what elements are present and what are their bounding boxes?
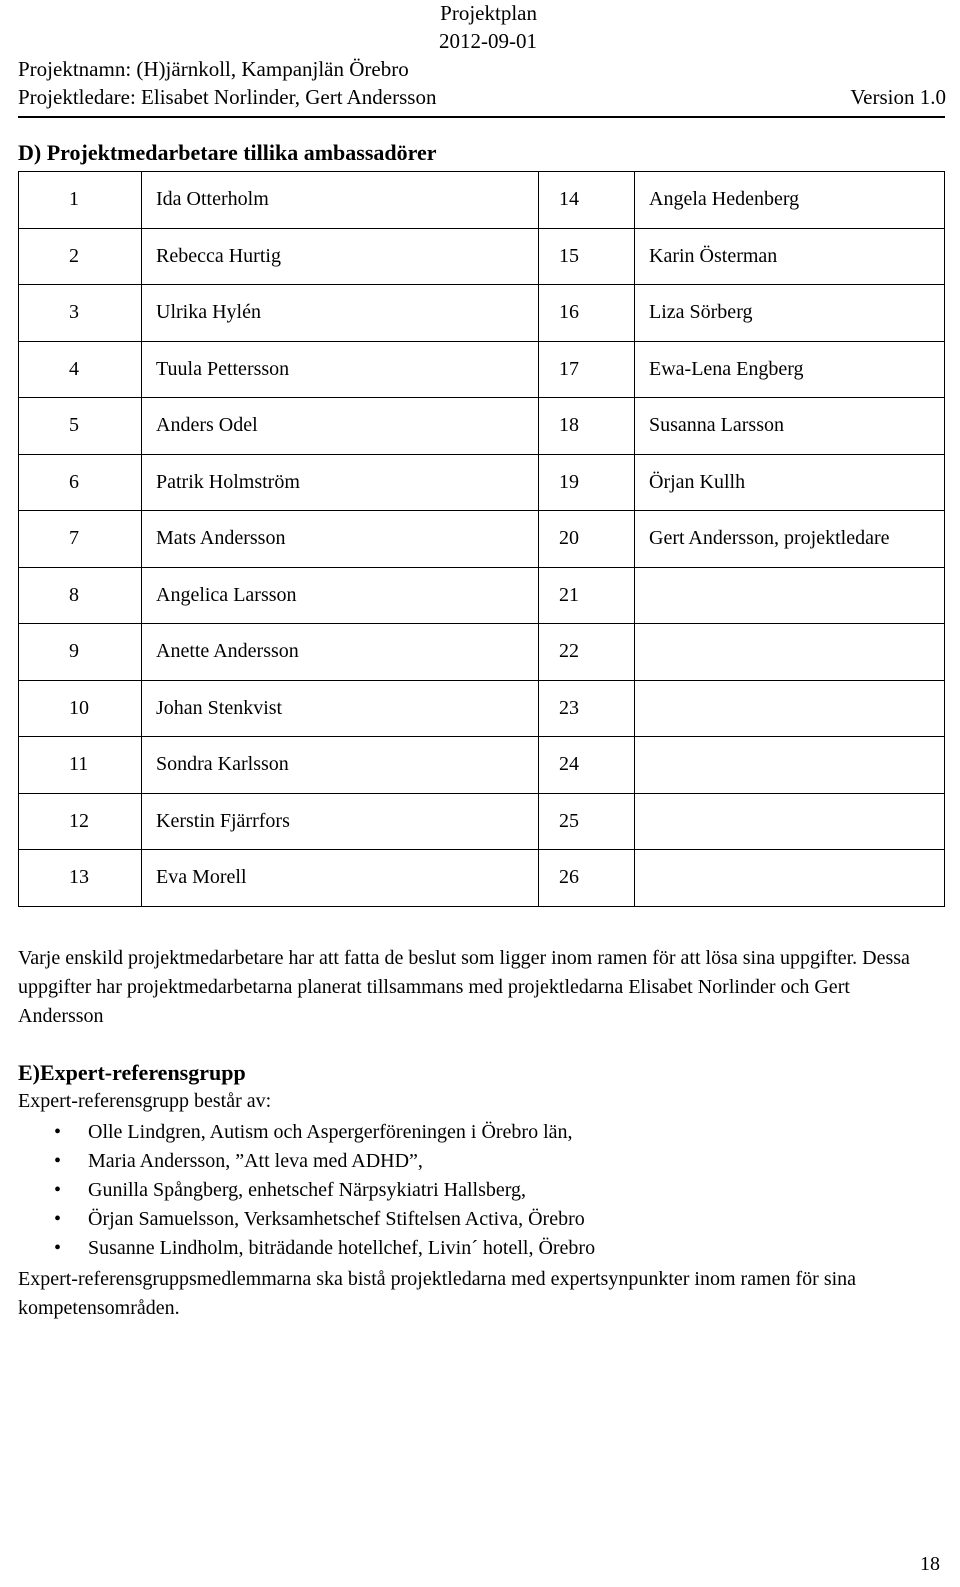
member-name: Liza Sörberg	[635, 285, 945, 342]
member-number: 7	[19, 511, 142, 568]
member-number: 11	[19, 737, 142, 794]
document-version: Version 1.0	[850, 85, 946, 109]
member-number: 24	[539, 737, 635, 794]
table-row	[19, 172, 945, 229]
member-number: 14	[539, 172, 635, 229]
list-item-text: Olle Lindgren, Autism och Aspergerföreningen i Örebro län,	[88, 1121, 573, 1143]
table-row	[19, 285, 945, 342]
member-name	[635, 737, 945, 794]
table-row	[19, 850, 945, 907]
member-number: 2	[19, 228, 142, 285]
project-name: Projektnamn: (H)järnkoll, Kampanjlän Örebro	[18, 57, 409, 81]
list-item-text: Gunilla Spångberg, enhetschef Närpsykiatri Hallsberg,	[88, 1179, 527, 1201]
section-d-paragraph: Varje enskild projektmedarbetare har att fatta de beslut som ligger inom ramen för att lösa sina uppgifter. Dessa uppgifter har projektmedarbetarna planerat tillsammans med projektledarna Elisabet Norlinder och Gert Andersson	[18, 947, 910, 1027]
member-number: 1	[19, 172, 142, 229]
member-name: Karin Österman	[635, 228, 945, 285]
project-leaders: Projektledare: Elisabet Norlinder, Gert Andersson	[18, 85, 437, 109]
list-item-text: Örjan Samuelsson, Verksamhetschef Stiftelsen Activa, Örebro	[88, 1208, 585, 1230]
bullet-icon: •	[54, 1150, 62, 1172]
bullet-icon: •	[54, 1179, 62, 1201]
member-name: Tuula Pettersson	[142, 341, 539, 398]
table-row	[19, 454, 945, 511]
member-name: Angelica Larsson	[142, 567, 539, 624]
member-number: 9	[19, 624, 142, 681]
member-number: 15	[539, 228, 635, 285]
list-item	[18, 1118, 595, 1147]
table-row	[19, 624, 945, 681]
bullet-icon: •	[54, 1121, 62, 1143]
member-name: Kerstin Fjärrfors	[142, 793, 539, 850]
member-number: 18	[539, 398, 635, 455]
member-name: Mats Andersson	[142, 511, 539, 568]
member-number: 16	[539, 285, 635, 342]
header-divider	[18, 116, 945, 118]
document-date: 2012-09-01	[439, 29, 537, 53]
member-name: Ida Otterholm	[142, 172, 539, 229]
member-number: 25	[539, 793, 635, 850]
member-name: Örjan Kullh	[635, 454, 945, 511]
member-number: 23	[539, 680, 635, 737]
member-number: 10	[19, 680, 142, 737]
member-name	[635, 624, 945, 681]
bullet-icon: •	[54, 1237, 62, 1259]
member-name: Johan Stenkvist	[142, 680, 539, 737]
member-number: 8	[19, 567, 142, 624]
member-name: Eva Morell	[142, 850, 539, 907]
member-name: Sondra Karlsson	[142, 737, 539, 794]
list-item-text: Susanne Lindholm, biträdande hotellchef, Livin´ hotell, Örebro	[88, 1237, 596, 1259]
member-name	[635, 850, 945, 907]
member-name: Ewa-Lena Engberg	[635, 341, 945, 398]
table-row	[19, 567, 945, 624]
section-d-heading: D) Projektmedarbetare tillika ambassadörer	[18, 140, 437, 165]
section-e-paragraph: Expert-referensgruppsmedlemmarna ska bistå projektledarna med expertsynpunkter inom ramen för sina kompetensområden.	[18, 1268, 857, 1319]
member-number: 13	[19, 850, 142, 907]
member-name: Anette Andersson	[142, 624, 539, 681]
member-number: 22	[539, 624, 635, 681]
member-number: 17	[539, 341, 635, 398]
member-name: Gert Andersson, projektledare	[635, 511, 945, 568]
list-item	[18, 1234, 595, 1263]
member-number: 20	[539, 511, 635, 568]
member-number: 12	[19, 793, 142, 850]
section-e-intro: Expert-referensgrupp består av:	[18, 1090, 272, 1112]
member-name: Ulrika Hylén	[142, 285, 539, 342]
list-item	[18, 1147, 595, 1176]
member-name: Angela Hedenberg	[635, 172, 945, 229]
member-name: Anders Odel	[142, 398, 539, 455]
table-row	[19, 228, 945, 285]
member-name	[635, 793, 945, 850]
list-item	[18, 1176, 595, 1205]
member-name: Patrik Holmström	[142, 454, 539, 511]
table-row	[19, 793, 945, 850]
member-number: 19	[539, 454, 635, 511]
member-name: Susanna Larsson	[635, 398, 945, 455]
member-name	[635, 567, 945, 624]
table-row	[19, 511, 945, 568]
members-table	[18, 171, 945, 907]
document-title: Projektplan	[440, 1, 537, 25]
member-number: 6	[19, 454, 142, 511]
bullet-icon: •	[54, 1208, 62, 1230]
member-name	[635, 680, 945, 737]
member-name: Rebecca Hurtig	[142, 228, 539, 285]
member-number: 21	[539, 567, 635, 624]
table-row	[19, 341, 945, 398]
page-number: 18	[920, 1553, 940, 1575]
list-item-text: Maria Andersson, ”Att leva med ADHD”,	[88, 1150, 423, 1172]
list-item	[18, 1205, 595, 1234]
table-row	[19, 737, 945, 794]
expert-list	[18, 1118, 595, 1263]
member-number: 26	[539, 850, 635, 907]
member-number: 3	[19, 285, 142, 342]
table-row	[19, 398, 945, 455]
section-e-heading: E)Expert-referensgrupp	[18, 1060, 246, 1085]
member-number: 5	[19, 398, 142, 455]
table-row	[19, 680, 945, 737]
member-number: 4	[19, 341, 142, 398]
